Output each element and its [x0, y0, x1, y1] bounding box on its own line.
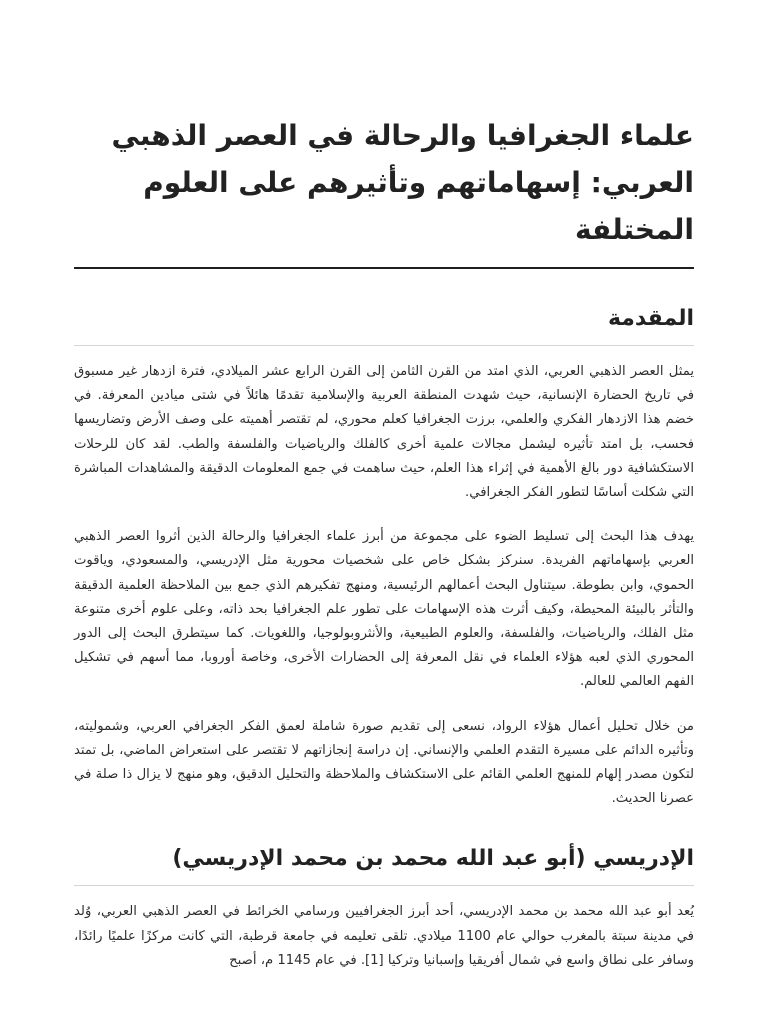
section-heading-introduction: المقدمة: [607, 306, 694, 331]
paragraph: يُعد أبو عبد الله محمد بن محمد الإدريسي، أحد أبرز الجغرافيين ورسامي الخرائط في العصر الذهبي العربي، وُلد في مدينة سبتة بالمغرب حوالي عام 1100 ميلادي. تلقى تعليمه في جامعة قرطبة، التي كانت مركزًا علميًا رائدًا، وسافر على نطاق واسع في شمال أفريقيا وإسبانيا وتركيا [1]. في عام 1145 م، أصبح: [74, 904, 694, 968]
paragraph: يهدف هذا البحث إلى تسليط الضوء على مجموعة من أبرز علماء الجغرافيا والرحالة الذين أثروا العصر الذهبي العربي بإسهاماتهم الفريدة. سنركز بشكل خاص على شخصيات محورية مثل الإدريسي، والمسعودي، وياقوت الحموي، وابن بطوطة. سيتناول البحث أعمالهم الرئيسية، ومنهج تفكيرهم الذي جمع بين الملاحظة العلمية الدقيقة والتأثر بالبيئة المحيطة، وكيف أثرت هذه الإسهامات على تطور علم الجغرافيا بحد ذاته، وعلى علوم أخرى متنوعة مثل الفلك، والرياضيات، والفلسفة، والعلوم الطبيعية، والأنثروبولوجيا، واللغويات. كما سيتطرق البحث إلى الدور المحوري الذي لعبه هؤلاء العلماء في نقل المعرفة إلى الحضارات الأخرى، وخاصة أوروبا، مما أسهم في تشكيل الفهم العالمي للعالم.: [74, 529, 694, 690]
section-divider: [74, 345, 694, 346]
section-heading-idrisi: الإدريسي (أبو عبد الله محمد بن محمد الإدريسي): [172, 846, 694, 872]
paragraph: يمثل العصر الذهبي العربي، الذي امتد من القرن الثامن إلى القرن الرابع عشر الميلادي، فترة ازدهار غير مسبوق في تاريخ الحضارة الإنسانية، حيث شهدت المنطقة العربية والإسلامية تقدمًا هائلاً في شتى ميادين المعرفة. في خضم هذا الازدهار الفكري والعلمي، برزت الجغرافيا كعلم محوري، لم تقتصر أهميته على وصف الأرض وتضاريسها فحسب، بل امتد تأثيره ليشمل مجالات علمية أخرى كالفلك والرياضيات والفلسفة والطب. لقد كان للرحلات الاستكشافية دور بالغ الأهمية في إثراء هذا العلم، حيث ساهمت في جمع المعلومات الدقيقة والمشاهدات المباشرة التي شكلت أساسًا لتطور الفكر الجغرافي.: [74, 364, 694, 501]
title-divider: [74, 267, 694, 269]
document-page: [74, 112, 694, 973]
document-title: علماء الجغرافيا والرحالة في العصر الذهبي العربي: إسهاماتهم وتأثيرهم على العلوم المختلفة: [111, 119, 694, 246]
paragraph: من خلال تحليل أعمال هؤلاء الرواد، نسعى إلى تقديم صورة شاملة لعمق الفكر الجغرافي العربي، وشموليته، وتأثيره الدائم على مسيرة التقدم العلمي والإنساني. إن دراسة إنجازاتهم لا تقتصر على استعراض الماضي، بل تمتد لتكون مصدر إلهام للمنهج العلمي القائم على الاستكشاف والملاحظة والتحليل الدقيق، وهو منهج لا يزال ذا صلة في عصرنا الحديث.: [74, 718, 694, 807]
section-divider: [74, 885, 694, 886]
